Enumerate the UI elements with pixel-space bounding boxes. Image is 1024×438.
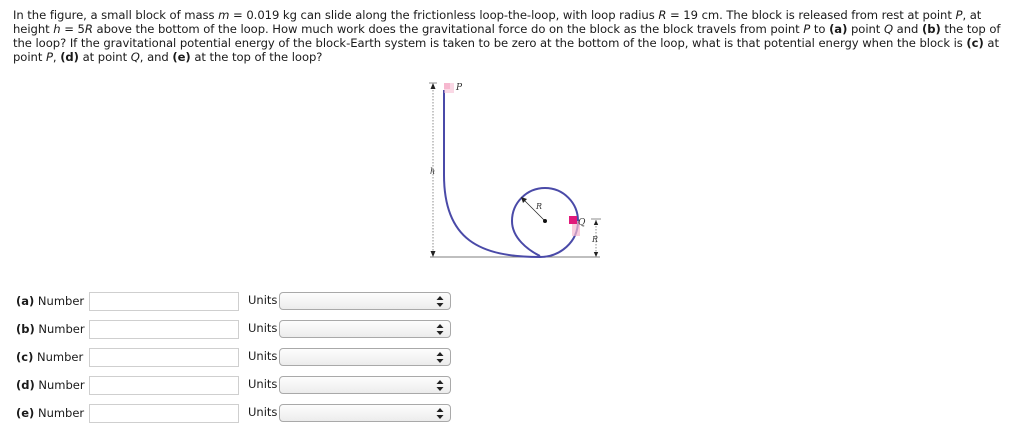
question-text-part: = 5 <box>60 22 85 36</box>
question-text-part: and <box>893 22 922 36</box>
units-label: Units <box>248 293 278 307</box>
loop-the-loop-figure <box>420 80 620 265</box>
updown-arrows-icon <box>436 324 444 335</box>
updown-arrows-icon <box>436 380 444 391</box>
answer-part-tag: (e) <box>16 406 35 420</box>
units-select[interactable] <box>279 292 451 310</box>
symbol-R: R <box>658 8 667 22</box>
question-text-part: at point <box>13 36 999 64</box>
answer-part-tag: (a) <box>16 294 35 308</box>
units-select[interactable] <box>279 376 451 394</box>
part-tag-b: (b) <box>921 22 941 36</box>
question-text <box>13 8 1013 64</box>
question-text-part: at the top of the loop? <box>190 50 323 64</box>
symbol-Q: Q <box>130 50 140 64</box>
answer-row <box>16 404 456 424</box>
answer-row <box>16 348 456 368</box>
number-input[interactable] <box>89 348 239 367</box>
units-label: Units <box>248 377 278 391</box>
answer-number-label: Number <box>34 294 85 308</box>
symbol-P: P <box>955 8 963 22</box>
answer-label <box>16 294 84 308</box>
part-tag-e: (e) <box>172 50 191 64</box>
question-text-part: to <box>810 22 830 36</box>
symbol-h: h <box>53 22 61 36</box>
loop-track <box>444 90 578 257</box>
units-label: Units <box>248 405 278 419</box>
question-text-part: the top of the loop? If the gravitational potential energy of the block-Earth system is taken to be zero at the bottom of the loop, what is that potential energy when the block is <box>13 22 1001 50</box>
number-input[interactable] <box>89 404 239 423</box>
units-label: Units <box>248 349 278 363</box>
answer-row <box>16 292 456 312</box>
question-text-part: , at height <box>13 8 982 36</box>
question-text-part: = 0.019 kg can slide along the frictionless loop-the-loop, with loop radius <box>229 8 659 22</box>
answer-part-tag: (d) <box>16 378 35 392</box>
symbol-P: P <box>803 22 811 36</box>
block-at-P <box>444 83 450 89</box>
answer-part-tag: (b) <box>16 322 35 336</box>
point-Q-label: Q <box>578 218 586 228</box>
answer-label <box>16 378 85 392</box>
height-label: h <box>430 167 436 176</box>
number-input[interactable] <box>89 292 239 311</box>
answer-number-label: Number <box>33 350 84 364</box>
number-input[interactable] <box>89 320 239 339</box>
answer-number-label: Number <box>34 378 85 392</box>
updown-arrows-icon <box>436 408 444 419</box>
updown-arrows-icon <box>436 352 444 363</box>
question-text-part: point <box>847 22 884 36</box>
part-tag-c: (c) <box>966 36 984 50</box>
units-select[interactable] <box>279 320 451 338</box>
answer-number-label: Number <box>34 322 85 336</box>
updown-arrows-icon <box>436 296 444 307</box>
answer-part-tag: (c) <box>16 350 34 364</box>
units-select[interactable] <box>279 404 451 422</box>
point-P-label: P <box>456 83 463 93</box>
question-text-part: , <box>52 50 61 64</box>
part-tag-d: (d) <box>60 50 79 64</box>
symbol-Q: Q <box>883 22 894 36</box>
block-at-Q <box>569 216 577 224</box>
symbol-m: m <box>218 8 230 22</box>
answer-label <box>16 322 85 336</box>
side-radius-label: R <box>592 235 599 244</box>
number-input[interactable] <box>89 376 239 395</box>
question-text-part: at point <box>78 50 131 64</box>
question-text-part: In the figure, a small block of mass <box>13 8 219 22</box>
answer-row <box>16 320 456 340</box>
answer-label <box>16 406 84 420</box>
radius-indicator <box>521 197 547 223</box>
units-select[interactable] <box>279 348 451 366</box>
loop-radius-label: R <box>536 202 543 211</box>
part-tag-a: (a) <box>829 22 848 36</box>
answer-row <box>16 376 456 396</box>
question-text-part: , and <box>139 50 173 64</box>
answer-number-label: Number <box>34 406 85 420</box>
symbol-P: P <box>45 50 53 64</box>
units-label: Units <box>248 321 278 335</box>
symbol-R: R <box>84 22 93 36</box>
question-text-part: above the bottom of the loop. How much work does the gravitational force do on the block as the block travels from point <box>92 22 804 36</box>
answer-label <box>16 350 83 364</box>
question-text-part: = 19 cm. The block is released from rest at point <box>666 8 956 22</box>
